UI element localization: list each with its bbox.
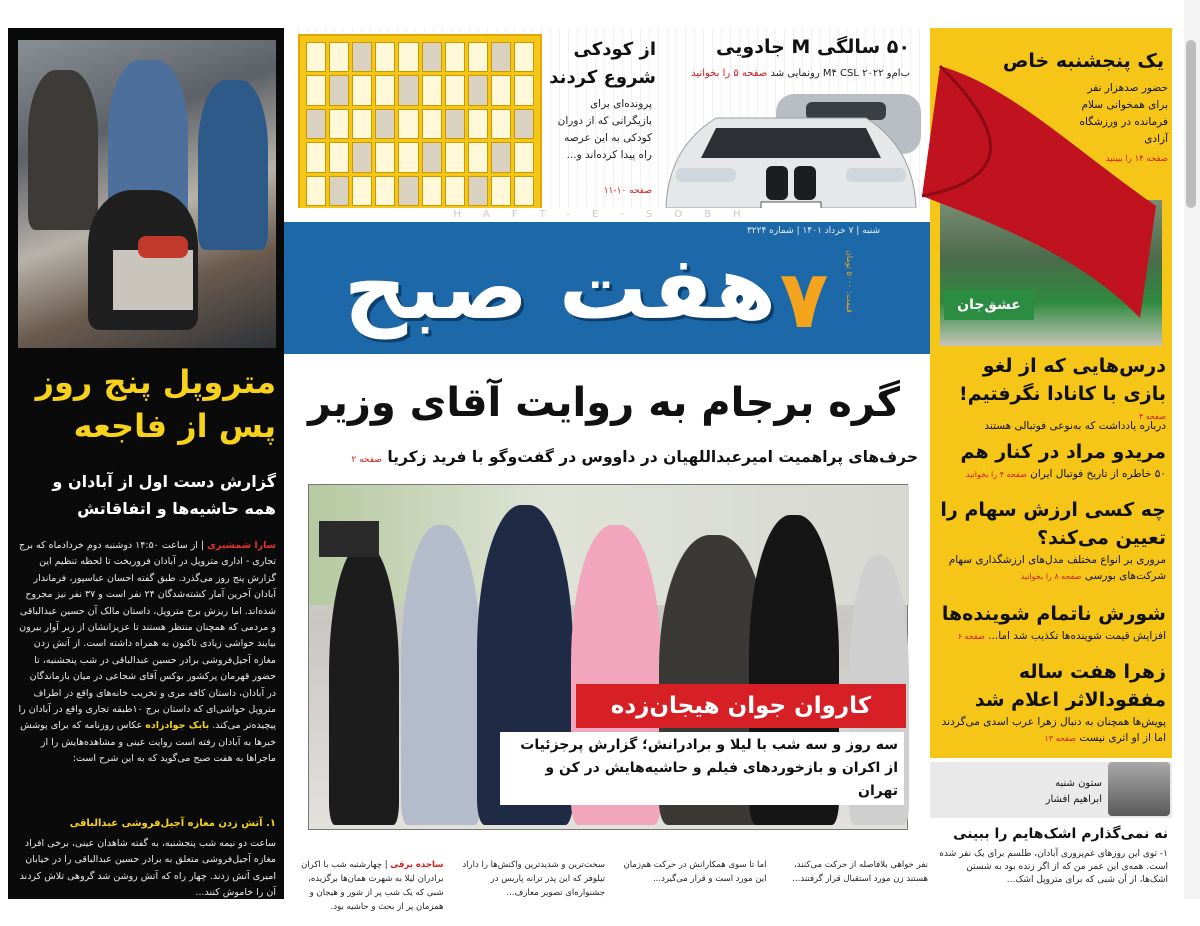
photo-caption-title: کاروان جوان هیجان‌زده <box>576 684 906 728</box>
left-photo-credit: بابک جوادزاده <box>145 720 210 732</box>
car-story-text <box>660 68 910 79</box>
right-item-ref: صفحه ۱۳ <box>1044 734 1076 743</box>
right-item-morid-morad[interactable] <box>936 438 1166 483</box>
right-item-ref: صفحه ۸ را بخوانید <box>1020 572 1082 581</box>
special-thursday-ref: صفحه ۱۴ را ببینید <box>1105 154 1168 164</box>
right-item-title: درس‌هایی که از لغو بازی با کانادا نگرفتیم! <box>959 355 1166 405</box>
actor-thumbnail <box>398 142 418 172</box>
right-item-ref: صفحه ۴ <box>1138 412 1166 421</box>
actor-thumbnail <box>329 75 349 105</box>
actor-thumbnail <box>445 176 465 206</box>
kids-story-title[interactable]: از کودکی شروع کردند <box>549 39 656 88</box>
newspaper-logo[interactable]: هفت صبح <box>343 236 777 339</box>
actor-thumbnail <box>306 142 326 172</box>
bottom-column-2: سخت‌ترین و شدیدترین واکنش‌ها را داراد تیلوفر که این پدر ترانه پاریس در جشنواره‌ای تصویر معارف... <box>462 860 605 898</box>
actor-thumbnail <box>306 42 326 72</box>
right-item-canada[interactable] <box>936 352 1166 425</box>
right-item-title: چه کسی ارزش سهام را تعیین می‌کند؟ <box>940 499 1166 549</box>
actor-thumbnail <box>491 42 511 72</box>
actor-thumbnail <box>375 75 395 105</box>
right-item-text: افزایش قیمت شوینده‌ها تکذیب شد اما... <box>988 630 1166 642</box>
actor-thumbnail <box>491 75 511 105</box>
actor-thumbnail <box>422 75 442 105</box>
right-item-title: زهرا هفت ساله مفقودالاثر اعلام شد <box>974 661 1166 711</box>
actor-thumbnail <box>398 42 418 72</box>
scrollbar-thumb[interactable] <box>1186 40 1196 208</box>
actor-thumbnail <box>445 75 465 105</box>
actor-thumbnail <box>352 42 372 72</box>
column-author: ابراهیم افشار <box>1045 794 1102 805</box>
actor-thumbnail <box>468 42 488 72</box>
actor-thumbnail <box>514 42 534 72</box>
right-item-text: پویش‌ها همچنان به دنبال زهرا عرب اسدی می‌گردند اما از او اثری نیست <box>941 716 1166 744</box>
actor-thumbnail <box>491 176 511 206</box>
columnist-avatar <box>1108 762 1170 816</box>
actor-thumbnail <box>422 176 442 206</box>
car-image <box>656 88 926 226</box>
actors-photo-grid <box>306 42 534 206</box>
issue-info: شنبه | ۷ خرداد ۱۴۰۱ | شماره ۳۲۲۴ <box>746 226 880 236</box>
actor-thumbnail <box>514 176 534 206</box>
issue-price: قیمت: ۵۰۰۰ تومان <box>845 250 854 313</box>
car-story-desc: ب‌ام‌و M۴ CSL ۲۰۲۲ رونمایی شد <box>770 68 910 79</box>
actor-thumbnail <box>375 42 395 72</box>
left-column <box>8 28 284 899</box>
car-story-ref: صفحه ۵ را بخوانید <box>691 68 768 79</box>
kids-story-text: پرونده‌ای برای بازیگرانی که از دوران کودکی به این عرصه راه پیدا کرده‌اند و... <box>557 98 652 161</box>
stadium-banner: عشق‌جان <box>944 290 1034 320</box>
right-item-text: درباره یادداشت که به‌نوعی فوتبالی هستند <box>984 420 1166 432</box>
actor-thumbnail <box>445 42 465 72</box>
metropol-rescue-photo <box>18 40 276 348</box>
left-subheadline: گزارش دست اول از آبادان و همه حاشیه‌ها و اتفاقاتش <box>52 472 276 518</box>
right-item-title: مریدو مراد در کنار هم <box>960 441 1166 463</box>
actor-thumbnail <box>398 75 418 105</box>
actor-thumbnail <box>352 142 372 172</box>
right-item-ref: صفحه ۴ را بخوانید <box>965 470 1027 479</box>
column-text: ۱- توی این روزهای غم‌پروری آبادان، طلسم برای یک نفر شده است. همه‌ی این عمر من که از اگر زنده بود به شستن اشک‌ها، از آن شبی که برای متروپل اشک... <box>939 849 1168 885</box>
actor-thumbnail <box>398 176 418 206</box>
right-item-title: شورش ناتمام شوینده‌ها <box>941 603 1166 625</box>
actor-thumbnail <box>422 109 442 139</box>
actor-thumbnail <box>398 109 418 139</box>
actor-thumbnail <box>422 42 442 72</box>
right-item-text: ۵۰ خاطره از تاریخ فوتبال ایران <box>1030 468 1166 480</box>
actor-thumbnail <box>422 142 442 172</box>
masthead-latin-strip: HAFT-E-SOBH <box>284 208 932 222</box>
bottom-column-1-text: چهارشنبه شب با اکران برادران لیلا به شهرت همان‌ها برگزیده، شبی که یک شب پر از شور و هیجان و همزمان پر از بحث و حاشیه بود. <box>301 860 444 912</box>
actor-thumbnail <box>445 142 465 172</box>
right-item-ref: صفحه ۶ <box>957 632 985 641</box>
right-item-detergents[interactable] <box>936 600 1166 645</box>
actor-thumbnail <box>306 75 326 105</box>
actor-thumbnail <box>352 176 372 206</box>
car-story-title[interactable]: ۵۰ سالگی M جادویی <box>716 36 910 58</box>
actor-thumbnail <box>329 176 349 206</box>
main-subheadline <box>290 448 918 466</box>
bottom-column-4: نفر خواهی بلافاصله از حرکت می‌کنند، هستند زن مورد استقبال قرار گرفتند... <box>792 860 928 884</box>
column-label: ستون شنبه <box>1055 778 1102 789</box>
actor-thumbnail <box>306 109 326 139</box>
actor-thumbnail <box>306 176 326 206</box>
actor-thumbnail <box>329 42 349 72</box>
right-item-stock-value[interactable] <box>936 496 1166 585</box>
right-item-text: مروری بر انواع مختلف مدل‌های ارزشگذاری سهام شرکت‌های بورسی <box>948 554 1166 582</box>
right-item-zahra[interactable] <box>936 658 1166 747</box>
actor-thumbnail <box>468 176 488 206</box>
main-sub-text: حرف‌های پراهمیت امیرعبداللهیان در داووس در گفت‌وگو با فرید زکریا <box>387 448 918 466</box>
actor-thumbnail <box>514 109 534 139</box>
actor-thumbnail <box>491 142 511 172</box>
main-sub-ref: صفحه ۲ <box>351 455 382 465</box>
left-headline: متروپل پنج روز پس از فاجعه <box>35 363 276 445</box>
actor-thumbnail <box>514 142 534 172</box>
left-article-body-2: ساعت دو نیمه شب پنجشنبه، به گفته شاهدان عینی، برخی افراد مغازه آجیل‌فروشی متعلق به برادر حسین عبدالباقی را در خیابان امیری آتش زدند. چهار راه که آتش روشن شد گروهی تلاش کردند آن را خاموش کنند... <box>19 838 276 899</box>
left-article-body: سارا شمشیری | از ساعت ۱۴:۵۰ دوشنبه دوم خردادماه که برج تجاری - اداری متروپل در آبادان فروریخت تا لحظه تنظیم این گزارش پنج روز می‌گذرد. طبق گفته احسان عباسپور، فرماندار آبادان آخرین آمار کشته‌شدگان ۲۴ نفر است و ۳۷ نفر نیز مجروح شده‌اند. اما ریزش برج متروپل، داستان مالک آن حسین عبدالباقی و مردمی که همچنان منتظر هستند تا عزیزانشان از زیر آوار بیرون بیایند حواشی زیادی تاکنون به همراه داشته است. از آتش زدن مغازه آجیل‌فروشی برادر حسین عبدالباقی در شب پنجشنبه، تا حضور قهرمان پرکشور بوکس آقای شجاعی در میان بازماندگان در آبادان، داستان کافه مری و تخریب خانه‌های واقع در اطراف متروپل حواشی‌ای که داستان برج ۱۰طبقه تجاری واقع در آبادان را پیچیده‌تر می‌کند. بابک جوادزاده عکاس روزنامه که برای پوشش خبرها به آبادان رفته است روایت عینی و مشاهده‌هایش را از ماجراها به هفت صبح می‌گوید که به این شرح است: <box>18 540 276 765</box>
main-headline[interactable]: گره برجام به روایت آقای وزیر <box>307 380 901 426</box>
actor-thumbnail <box>445 109 465 139</box>
logo-seven-mark: ۷ <box>779 253 829 346</box>
bottom-column-3: اما تا سوی همکارانش در حرکت هم‌زمان این مورد است و قرار می‌گیرد... <box>623 860 767 884</box>
column-title[interactable]: نه نمی‌گذارم اشک‌هایم را ببینی <box>953 826 1168 842</box>
bottom-article-columns <box>290 858 928 912</box>
actor-thumbnail <box>514 75 534 105</box>
left-body-tail: عکاس روزنامه که برای پوشش خبرها به آبادان رفته است روایت عینی و مشاهده‌هایش را از ماجراها به هفت صبح می‌گوید که به این شرح است: <box>20 720 276 765</box>
actor-thumbnail <box>375 176 395 206</box>
actor-thumbnail <box>468 75 488 105</box>
actor-thumbnail <box>329 142 349 172</box>
left-section-heading: ۱. آتش زدن مغازه آجیل‌فروشی عبدالباقی <box>69 818 276 829</box>
actor-thumbnail <box>329 109 349 139</box>
bottom-column-1: ساجده برقی | چهارشنبه شب با اکران برادران لیلا به شهرت همان‌ها برگزیده، شبی که یک شب پر از شور و هیجان و همزمان پر از بحث و حاشیه بود. <box>301 860 444 912</box>
kids-actors-grid-image[interactable] <box>298 34 542 214</box>
special-thursday-title[interactable]: یک پنجشنبه خاص <box>1002 50 1164 72</box>
special-thursday-text: حضور صدهزار نفر برای همخوانی سلام فرمانده در ورزشگاه آزادی <box>1079 82 1168 145</box>
actor-thumbnail <box>352 75 372 105</box>
left-author: سارا شمشیری <box>207 540 276 551</box>
photo-caption-text: سه روز و سه شب با لیلا و برادرانش؛ گزارش پرجزئیات از اکران و بازخوردهای فیلم و حاشیه‌هایش در کن و تهران <box>500 732 904 805</box>
actor-thumbnail <box>375 142 395 172</box>
actor-thumbnail <box>375 109 395 139</box>
actor-thumbnail <box>468 142 488 172</box>
kids-story-ref: صفحه ۱۰-۱۱ <box>603 186 652 196</box>
left-body-text: از ساعت ۱۴:۵۰ دوشنبه دوم خردادماه که برج تجاری - اداری متروپل در آبادان فروریخت تا لحظه تنظیم این گزارش پنج روز می‌گذرد. طبق گفته احسان عباسپور، فرماندار آبادان آخرین آمار کشته‌شدگان ۲۴ نفر است و ۳۷ نفر نیز مجروح شده‌اند. اما ریزش برج متروپل، داستان مالک آن حسین عبدالباقی و مردمی که همچنان منتظر هستند تا عزیزانشان از زیر آوار بیرون بیایند حواشی زیادی تاکنون به همراه داشته است. از آتش زدن مغازه آجیل‌فروشی برادر حسین عبدالباقی در شب پنجشنبه، تا حضور قهرمان پرکشور بوکس آقای شجاعی در میان بازماندگان در آبادان، داستان کافه مری و تخریب خانه‌های واقع در اطراف متروپل حواشی‌ای که داستان برج ۱۰طبقه تجاری واقع در آبادان را پیچیده‌تر می‌کند. <box>18 540 276 732</box>
bottom-author: ساجده برقی <box>390 860 444 870</box>
actor-thumbnail <box>468 109 488 139</box>
actor-thumbnail <box>491 109 511 139</box>
actor-thumbnail <box>352 109 372 139</box>
right-item-note <box>936 418 1166 434</box>
